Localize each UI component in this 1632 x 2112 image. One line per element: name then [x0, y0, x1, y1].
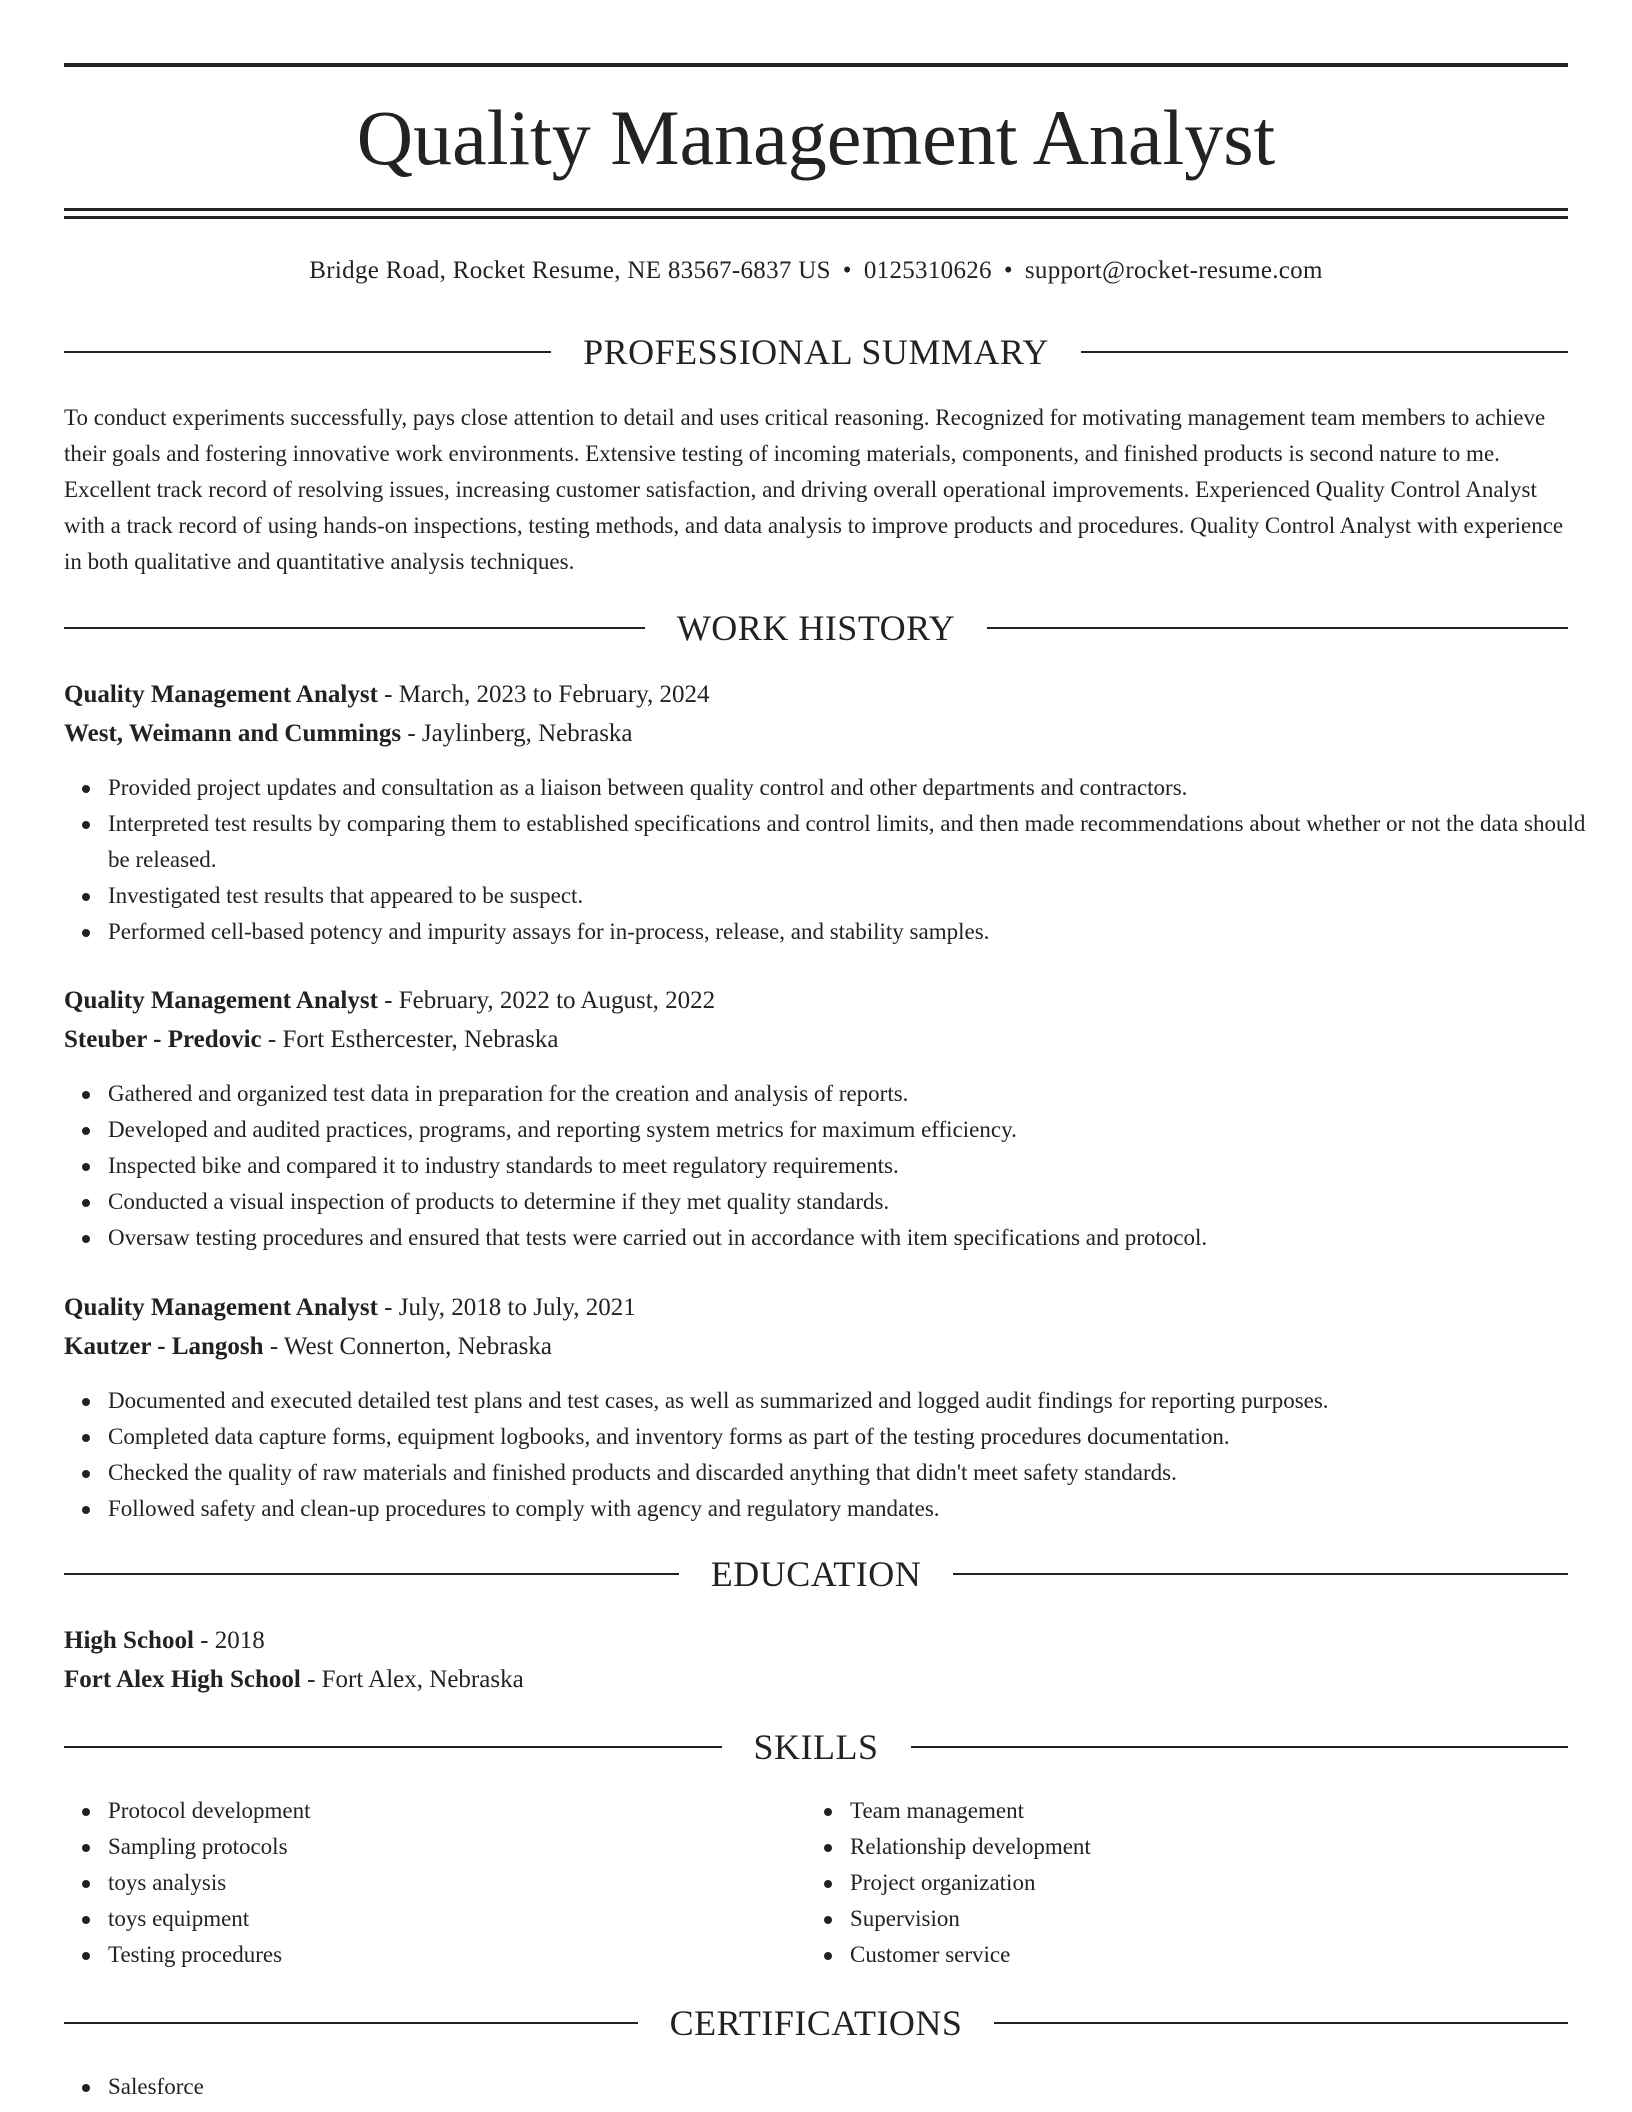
header-double-rule-lower	[64, 216, 1568, 219]
header-top-rule	[64, 63, 1568, 67]
job-title-line	[64, 982, 1568, 1020]
job-company: Kautzer - Langosh	[64, 1333, 264, 1360]
job-dates: - February, 2022 to August, 2022	[377, 987, 716, 1014]
job-company-line	[64, 1021, 1568, 1059]
list-item: Followed safety and clean-up procedures to comply with agency and regulatory mandates.	[108, 1491, 1612, 1527]
list-item: Provided project updates and consultation as a liaison between quality control and other departments and contractors.	[108, 770, 1612, 806]
resume-title: Quality Management Analyst	[356, 94, 1276, 181]
section-heading-education	[64, 1552, 1568, 1596]
job-location: - Jaylinberg, Nebraska	[401, 720, 633, 747]
education-school: Fort Alex High School	[64, 1666, 301, 1693]
list-item: Conducted a visual inspection of products to determine if they met quality standards.	[108, 1184, 1612, 1220]
contact-address: Bridge Road, Rocket Resume, NE 83567-6837 US	[309, 257, 831, 284]
section-heading-certifications	[64, 2001, 1568, 2045]
list-item: Inspected bike and compared it to industry standards to meet regulatory requirements.	[108, 1148, 1612, 1184]
section-heading-skills	[64, 1725, 1568, 1769]
job-bullets	[64, 1076, 1612, 1256]
job-location: - Fort Esthercester, Nebraska	[261, 1026, 559, 1053]
contact-email[interactable]: support@rocket-resume.com	[1024, 257, 1323, 284]
list-item: Performed cell-based potency and impurity assays for in-process, release, and stability samples.	[108, 914, 1612, 950]
job-title-line	[64, 676, 1568, 714]
skill-item: Customer service	[850, 1937, 1506, 1973]
skill-item: Relationship development	[850, 1829, 1506, 1865]
skills-column-left	[64, 1793, 764, 1973]
education-degree: High School	[64, 1627, 194, 1654]
certifications-list	[64, 2069, 1612, 2105]
job-company-line	[64, 715, 1568, 753]
list-item: Developed and audited practices, programs, and reporting system metrics for maximum efficiency.	[108, 1112, 1612, 1148]
job-title-line	[64, 1289, 1568, 1327]
section-divider	[64, 351, 551, 353]
contact-separator: •	[842, 257, 852, 284]
section-divider	[987, 627, 1568, 629]
section-divider	[64, 627, 645, 629]
skill-item: Sampling protocols	[108, 1829, 764, 1865]
skill-item: Team management	[850, 1793, 1506, 1829]
list-item: Oversaw testing procedures and ensured that tests were carried out in accordance with item specifications and protocol.	[108, 1220, 1612, 1256]
education-location: - Fort Alex, Nebraska	[300, 1666, 524, 1693]
job-bullets	[64, 770, 1612, 950]
list-item: Completed data capture forms, equipment logbooks, and inventory forms as part of the testing procedures documentation.	[108, 1419, 1612, 1455]
skill-item: Project organization	[850, 1865, 1506, 1901]
section-divider	[911, 1746, 1569, 1748]
job-title: Quality Management Analyst	[64, 1294, 378, 1321]
section-heading-summary	[64, 330, 1568, 374]
skill-item: toys equipment	[108, 1901, 764, 1937]
section-divider	[64, 1573, 679, 1575]
job-location: - West Connerton, Nebraska	[263, 1333, 552, 1360]
certification-item: Salesforce	[108, 2069, 1612, 2105]
list-item: Gathered and organized test data in preparation for the creation and analysis of reports.	[108, 1076, 1612, 1112]
contact-separator: •	[1003, 257, 1013, 284]
section-divider	[64, 1746, 722, 1748]
contact-phone: 0125310626	[863, 257, 992, 284]
skill-item: Supervision	[850, 1901, 1506, 1937]
summary-text: To conduct experiments successfully, pays close attention to detail and uses critical reasoning. Recognized for motivating management team members to achieve their goals and fostering innovative work environments. Extensive testing of incoming materials, components, and finished products is second nature to me. Excellent track record of resolving issues, increasing customer satisfaction, and driving overall operational improvements. Experienced Quality Control Analyst with a track record of using hands-on inspections, testing methods, and data analysis to improve products and procedures. Quality Control Analyst with experience in both qualitative and quantitative analysis techniques.	[64, 405, 1564, 574]
header-double-rule-upper	[64, 208, 1568, 211]
section-title: PROFESSIONAL SUMMARY	[583, 332, 1049, 372]
job-company-line	[64, 1328, 1568, 1366]
skill-item: Protocol development	[108, 1793, 764, 1829]
contact-line	[64, 254, 1568, 288]
section-title: SKILLS	[753, 1727, 879, 1767]
job-dates: - March, 2023 to February, 2024	[377, 681, 710, 708]
skill-item: Testing procedures	[108, 1937, 764, 1973]
section-title: EDUCATION	[710, 1554, 922, 1594]
education-year: - 2018	[193, 1627, 265, 1654]
section-divider	[953, 1573, 1568, 1575]
section-divider	[994, 2022, 1568, 2024]
list-item: Checked the quality of raw materials and finished products and discarded anything that didn't meet safety standards.	[108, 1455, 1612, 1491]
skills-column-right	[806, 1793, 1506, 1973]
job-title: Quality Management Analyst	[64, 681, 378, 708]
job-dates: - July, 2018 to July, 2021	[377, 1294, 636, 1321]
list-item: Interpreted test results by comparing them to established specifications and control limits, and then made recommendations about whether or not the data should be released.	[108, 806, 1612, 878]
job-title: Quality Management Analyst	[64, 987, 378, 1014]
section-heading-work	[64, 606, 1568, 650]
job-bullets	[64, 1383, 1612, 1527]
skills-list	[64, 1793, 764, 1973]
section-title: CERTIFICATIONS	[669, 2003, 963, 2043]
job-company: West, Weimann and Cummings	[64, 720, 402, 747]
list-item: Documented and executed detailed test plans and test cases, as well as summarized and logged audit findings for reporting purposes.	[108, 1383, 1612, 1419]
education-degree-line	[64, 1622, 1568, 1660]
section-title: WORK HISTORY	[676, 608, 956, 648]
skill-item: toys analysis	[108, 1865, 764, 1901]
list-item: Investigated test results that appeared to be suspect.	[108, 878, 1612, 914]
education-school-line	[64, 1661, 1568, 1699]
section-divider	[1081, 351, 1568, 353]
job-company: Steuber - Predovic	[64, 1026, 262, 1053]
section-divider	[64, 2022, 638, 2024]
skills-list	[806, 1793, 1506, 1973]
